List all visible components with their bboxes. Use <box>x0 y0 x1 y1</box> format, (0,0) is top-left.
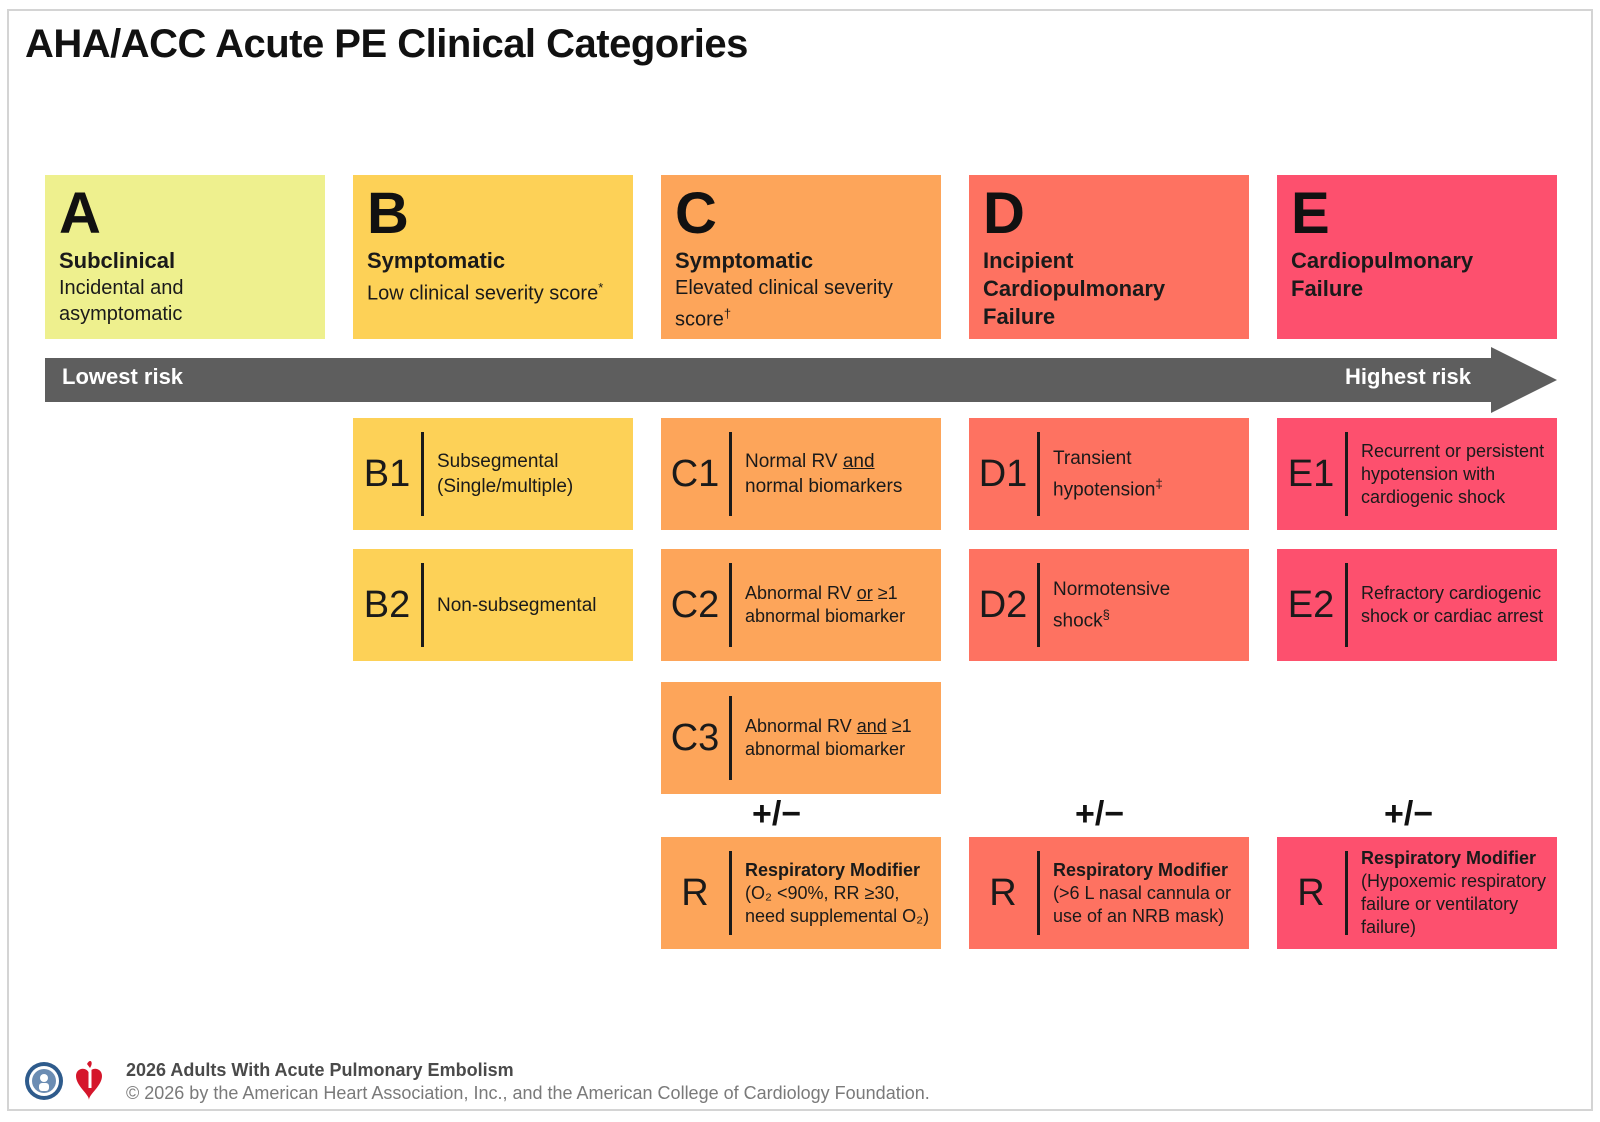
acc-seal-icon <box>25 1062 63 1100</box>
subcategory-code: C2 <box>670 583 720 626</box>
divider <box>729 696 732 780</box>
footer-copyright: © 2026 by the American Heart Association, Inc., and the American College of Cardiology Foundation. <box>126 1083 930 1103</box>
aha-heart-torch-icon <box>76 1061 102 1100</box>
divider <box>421 563 424 647</box>
subcategory-text: Abnormal RV or ≥1 abnormal biomarker <box>745 583 906 626</box>
modifier-code: R <box>681 871 709 914</box>
subcategory-d1 <box>969 418 1249 530</box>
divider <box>421 432 424 516</box>
subcategory-text: Transient hypotension‡ <box>1053 447 1163 501</box>
category-name: Symptomatic <box>367 248 506 273</box>
modifier-detail: (O₂ <90%, RR ≥30, need supplemental O₂) <box>745 882 930 926</box>
category-name: Cardiopulmonary Failure <box>1291 248 1474 301</box>
subcategory-c1 <box>661 418 941 530</box>
category-letter: E <box>1291 181 1330 246</box>
subcategory-code: C3 <box>670 716 720 759</box>
subcategory-e1 <box>1277 418 1557 530</box>
category-description: Low clinical severity score* <box>367 280 604 305</box>
subcategory-text: Abnormal RV and ≥1 abnormal biomarker <box>745 716 912 759</box>
category-letter: C <box>675 181 717 246</box>
category-name: Subclinical <box>59 248 176 273</box>
divider <box>729 432 732 516</box>
subcategory-text: Recurrent or persistent hypotension with cardiogenic shock <box>1361 440 1545 507</box>
subcategory-code: D1 <box>978 452 1028 495</box>
divider <box>1345 432 1348 516</box>
subcategory-c3 <box>661 682 941 794</box>
divider <box>1345 563 1348 647</box>
subcategory-text: Refractory cardiogenic shock or cardiac arrest <box>1361 583 1544 626</box>
plus-minus-e: +/− <box>1384 795 1434 833</box>
plus-minus-c: +/− <box>752 795 802 833</box>
modifier-label: Respiratory Modifier <box>1361 848 1537 868</box>
footnote-mark: † <box>723 306 732 321</box>
category-letter: B <box>367 181 409 246</box>
subcategory-code: B1 <box>363 452 411 495</box>
modifier-code: R <box>1297 871 1325 914</box>
category-description: Incidental and asymptomatic <box>59 277 184 325</box>
modifier-label: Respiratory Modifier <box>745 859 921 880</box>
subcategory-d2 <box>969 549 1249 661</box>
respiratory-modifier-e <box>1277 837 1557 949</box>
category-letter: A <box>59 181 101 246</box>
subcategory-code: E2 <box>1287 583 1335 626</box>
modifier-label: Respiratory Modifier <box>1053 859 1229 880</box>
subcategory-text: Non-subsegmental <box>437 594 597 616</box>
subcategory-text: Subsegmental (Single/multiple) <box>437 451 574 497</box>
footnote-mark: ‡ <box>1155 475 1163 491</box>
category-description: Elevated clinical severity score† <box>675 277 893 331</box>
figure-title: AHA/ACC Acute PE Clinical Categories <box>25 22 748 66</box>
subcategory-code: B2 <box>363 583 411 626</box>
subcategory-code: C1 <box>670 452 720 495</box>
divider <box>729 851 732 935</box>
category-name: Symptomatic <box>675 248 814 273</box>
category-d <box>969 175 1249 339</box>
category-e <box>1277 175 1557 339</box>
subcategory-b1 <box>353 418 633 530</box>
subcategory-e2 <box>1277 549 1557 661</box>
risk-arrow <box>45 347 1557 413</box>
respiratory-modifier-c <box>661 837 941 949</box>
lowest-risk-label: Lowest risk <box>62 364 184 389</box>
category-c <box>661 175 941 339</box>
footnote-mark: * <box>598 280 604 295</box>
footer-logos <box>24 1058 114 1104</box>
subcategory-text: Normal RV and normal biomarkers <box>745 451 903 497</box>
respiratory-modifier-d <box>969 837 1249 949</box>
footer-title: 2026 Adults With Acute Pulmonary Embolism <box>126 1060 514 1080</box>
subcategory-code: E1 <box>1287 452 1335 495</box>
category-letter: D <box>983 181 1025 246</box>
plus-minus-d: +/− <box>1075 795 1125 833</box>
category-b <box>353 175 633 339</box>
divider <box>1037 851 1040 935</box>
divider <box>1037 432 1040 516</box>
modifier-detail: (Hypoxemic respiratory failure or ventilatory failure) <box>1361 871 1547 937</box>
modifier-detail: (>6 L nasal cannula or use of an NRB mask) <box>1053 882 1231 926</box>
divider <box>729 563 732 647</box>
category-a <box>45 175 325 339</box>
subcategory-code: D2 <box>978 583 1028 626</box>
footnote-mark: § <box>1102 606 1110 622</box>
modifier-text <box>745 837 933 949</box>
modifier-text <box>1053 837 1241 949</box>
modifier-text <box>1361 837 1549 949</box>
subcategory-b2 <box>353 549 633 661</box>
subcategory-text: Normotensive shock§ <box>1053 578 1171 632</box>
divider <box>1345 851 1348 935</box>
risk-arrow-shape <box>45 347 1557 413</box>
subcategory-c2 <box>661 549 941 661</box>
divider <box>1037 563 1040 647</box>
category-name: Incipient Cardiopulmonary Failure <box>983 248 1166 329</box>
modifier-code: R <box>989 871 1017 914</box>
highest-risk-label: Highest risk <box>1345 364 1471 389</box>
